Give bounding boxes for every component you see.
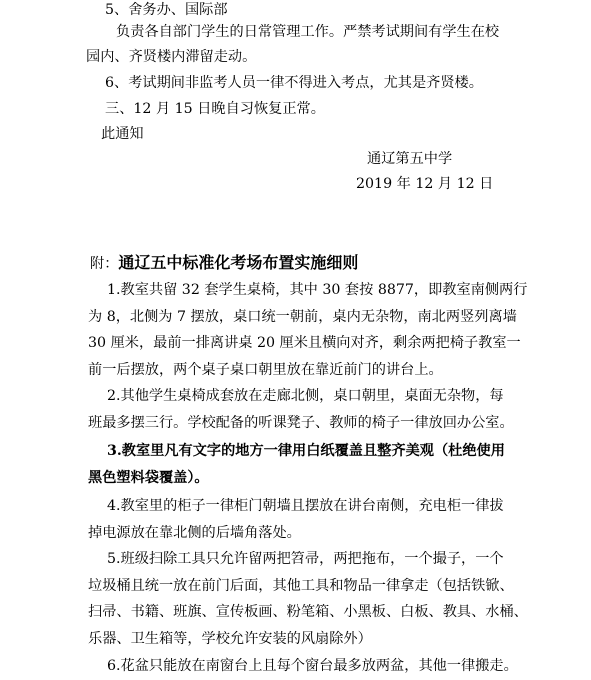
attachment-title: 通辽五中标准化考场布置实施细则 — [118, 253, 359, 272]
rule-line: 垃圾桶且统一放在前门后面，其他工具和物品一律拿走（包括铁锨、 — [88, 577, 514, 594]
rule-line: 6.花盆只能放在南窗台上且每个窗台最多放两盆，其他一律搬走。 — [107, 658, 518, 674]
attachment-prefix: 附： — [90, 256, 119, 272]
rule-line: 黑色塑料袋覆盖）。 — [88, 469, 209, 486]
notice-closing: 此通知 — [101, 126, 144, 142]
rule-line: 1.教室共留 32 套学生桌椅，其中 30 套按 8877，即教室南侧两行 — [107, 282, 528, 298]
rule-line: 3.教室里凡有文字的地方一律用白纸覆盖且整齐美观（杜绝使用 — [107, 443, 505, 459]
rule-line: 5.班级扫除工具只允许留两把笤帚，两把拖布，一个撮子，一个 — [107, 551, 504, 567]
rule-item-3 — [88, 438, 504, 491]
rule-line: 班最多摆三行。学校配备的听课凳子、教师的椅子一律放回办公室。 — [88, 414, 514, 431]
notice-section-3: 三、12 月 15 日晚自习恢复正常。 — [105, 101, 325, 117]
notice-item-5-heading: 5、舍务办、国际部 — [105, 2, 228, 18]
rule-line: 掉电源放在靠北侧的后墙角落处。 — [88, 524, 301, 541]
rule-item-2 — [88, 383, 514, 436]
signature-school: 通辽第五中学 — [367, 151, 453, 167]
rule-item-4 — [88, 493, 504, 546]
rule-item-5 — [88, 546, 528, 652]
rule-line: 30 厘米，最前一排离讲桌 20 厘米且横向对齐，剩余两把椅子教室一 — [88, 335, 521, 351]
signature-date: 2019 年 12 月 12 日 — [356, 176, 494, 192]
rule-line: 2.其他学生桌椅成套放在走廊北侧，桌口朝里，桌面无杂物，每 — [107, 388, 504, 404]
rule-line: 扫帚、书籍、班旗、宣传板画、粉笔箱、小黑板、白板、教具、水桶、 — [88, 604, 528, 620]
notice-text-line: 负责各自部门学生的日常管理工作。严禁考试期间有学生在校 — [116, 24, 500, 40]
rule-item-6 — [88, 653, 518, 680]
rule-line: 乐器、卫生箱等，学校允许安装的风扇除外） — [88, 630, 372, 647]
rule-line: 4.教室里的柜子一律柜门朝墙且摆放在讲台南侧，充电柜一律拔 — [107, 498, 504, 514]
attachment-heading — [90, 253, 358, 274]
notice-text-line: 园内、齐贤楼内滞留走动。 — [86, 49, 257, 65]
rule-line: 为 8，北侧为 7 摆放，桌口统一朝前，桌内无杂物，南北两竖列离墙 — [88, 308, 517, 325]
rule-line: 前一后摆放，两个桌子桌口朝里放在靠近前门的讲台上。 — [88, 361, 443, 378]
rule-item-1 — [88, 277, 528, 383]
notice-item-6: 6、考试期间非监考人员一律不得进入考点，尤其是齐贤楼。 — [105, 75, 483, 91]
